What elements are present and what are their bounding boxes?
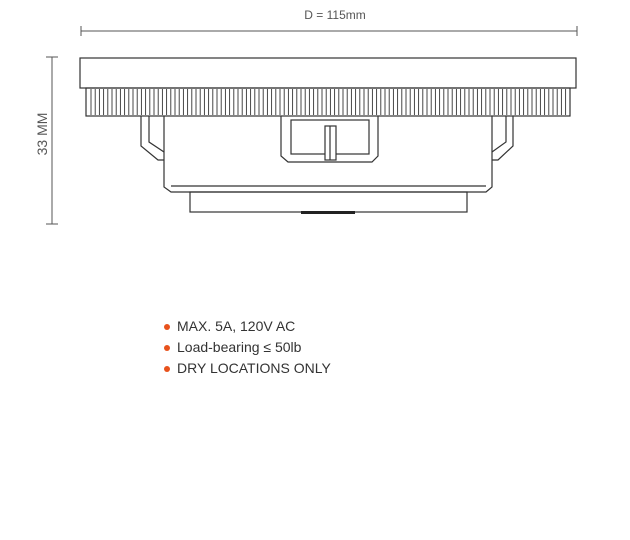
bullet-dot-icon (164, 345, 170, 351)
height-label: 33 MM (34, 112, 50, 156)
spring-clip-right (492, 116, 513, 160)
spring-clip-left (141, 116, 164, 160)
fixture-fins (91, 89, 566, 115)
width-dimension (81, 26, 577, 36)
spec-text: DRY LOCATIONS ONLY (177, 360, 331, 376)
fixture-body (80, 58, 576, 212)
spec-item (163, 358, 331, 379)
fixture-lens-bar (301, 211, 355, 214)
fixture-side-view-diagram (0, 0, 630, 260)
bullet-dot-icon (164, 366, 170, 372)
fixture-lens (190, 192, 467, 212)
spec-text: MAX. 5A, 120V AC (177, 318, 296, 334)
bullet-dot-icon (164, 324, 170, 330)
spec-item (163, 337, 331, 358)
spec-list (163, 316, 331, 379)
spec-text: Load-bearing ≤ 50lb (177, 339, 302, 355)
fixture-top-plate (80, 58, 576, 88)
width-label: D = 115mm (304, 8, 366, 22)
spec-item (163, 316, 331, 337)
